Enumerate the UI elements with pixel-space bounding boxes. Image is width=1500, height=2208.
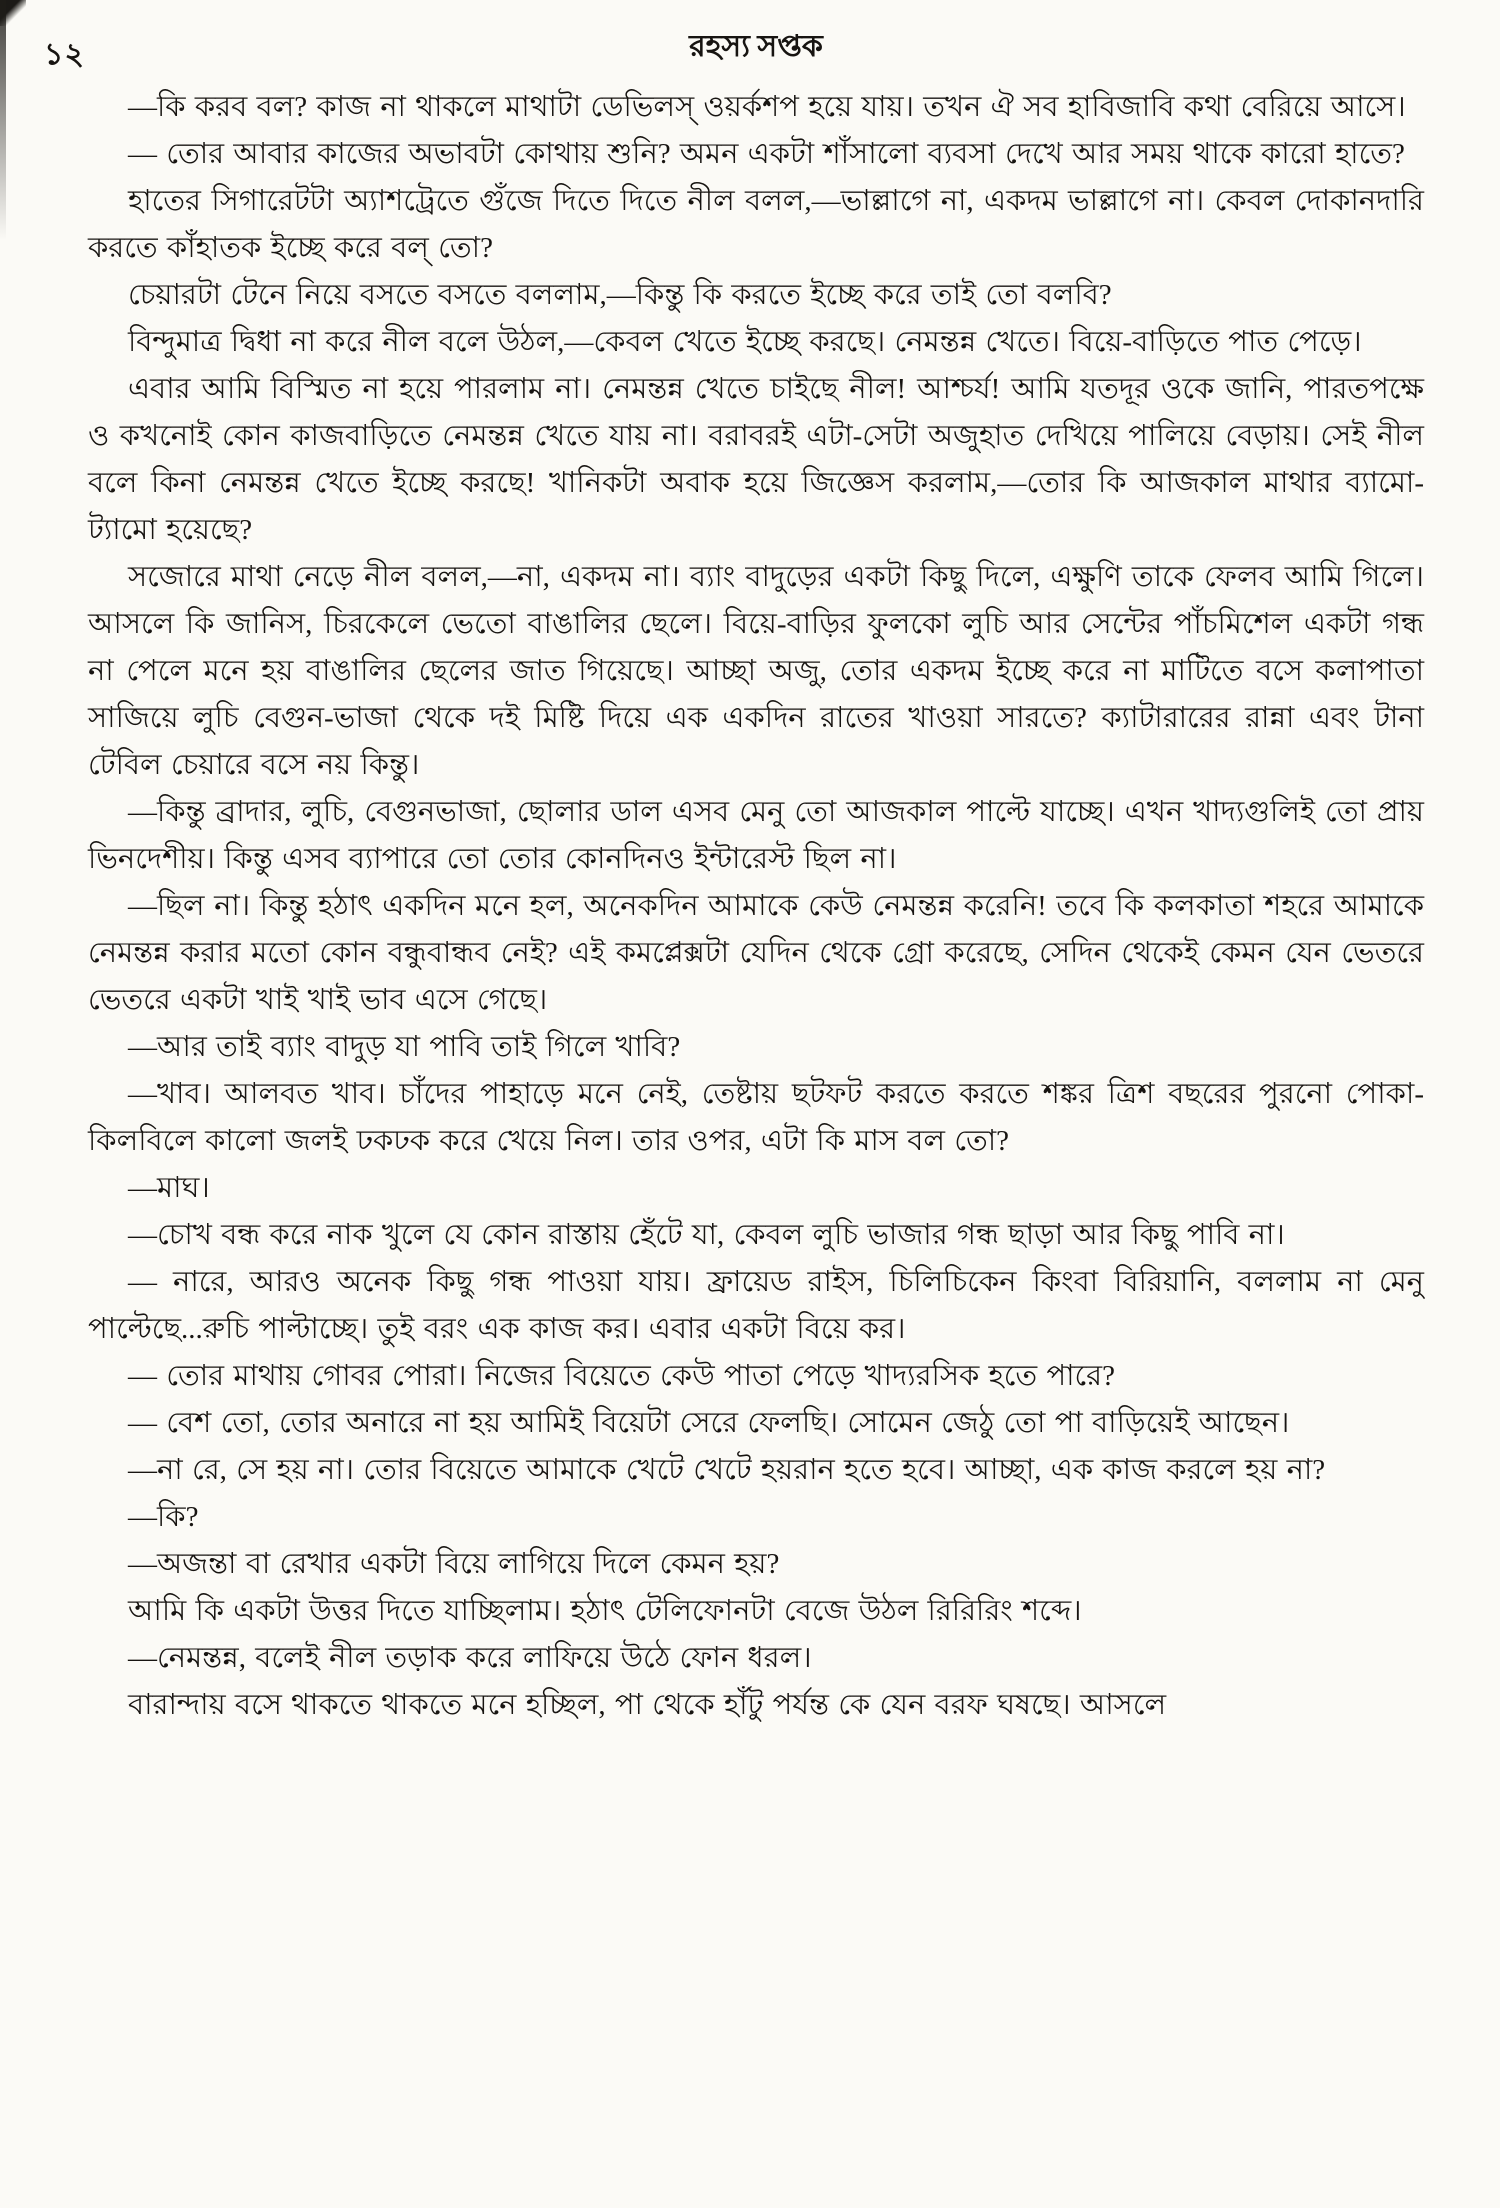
paragraph: এবার আমি বিস্মিত না হয়ে পারলাম না। নেমন্তন্ন খেতে চাইছে নীল! আশ্চর্য! আমি যতদূর ওকে জানি, পারতপক্ষে ও কখনোই কোন কাজবাড়িতে নেমন্তন্ন খেতে যায় না। বরাবরই এটা-সেটা অজুহাত দেখিয়ে পালিয়ে বেড়ায়। সেই নীল বলে কিনা নেমন্তন্ন খেতে ইচ্ছে করছে! খানিকটা অবাক হয়ে জিজ্ঞেস করলাম,—তোর কি আজকাল মাথার ব্যামো-ট্যামো হয়েছে?	[88, 373, 1424, 546]
paragraph: — বেশ তো, তোর অনারে না হয় আমিই বিয়েটা সেরে ফেলছি। সোমেন জেঠু তো পা বাড়িয়েই আছেন।	[128, 1407, 1290, 1439]
paragraph: বারান্দায় বসে থাকতে থাকতে মনে হচ্ছিল, পা থেকে হাঁটু পর্যন্ত কে যেন বরফ ঘষছে। আসলে	[128, 1689, 1167, 1721]
paragraph: — তোর মাথায় গোবর পোরা। নিজের বিয়েতে কেউ পাতা পেড়ে খাদ্যরসিক হতে পারে?	[128, 1360, 1116, 1392]
body-text	[88, 84, 1424, 1729]
paragraph: সজোরে মাথা নেড়ে নীল বলল,—না, একদম না। ব্যাং বাদুড়ের একটা কিছু দিলে, এক্ষুণি তাকে ফেলব আমি গিলে। আসলে কি জানিস, চিরকেলে ভেতো বাঙালির ছেলে। বিয়ে-বাড়ির ফুলকো লুচি আর সেন্টের পাঁচমিশেল একটা গন্ধ না পেলে মনে হয় বাঙালির ছেলের জাত গিয়েছে। আচ্ছা অজু, তোর একদম ইচ্ছে করে না মাটিতে বসে কলাপাতা সাজিয়ে লুচি বেগুন-ভাজা থেকে দই মিষ্টি দিয়ে এক একদিন রাতের খাওয়া সারতে? ক্যাটারারের রান্না এবং টানা টেবিল চেয়ারে বসে নয় কিন্তু।	[88, 561, 1424, 781]
paragraph: বিন্দুমাত্র দ্বিধা না করে নীল বলে উঠল,—কেবল খেতে ইচ্ছে করছে। নেমন্তন্ন খেতে। বিয়ে-বাড়িতে পাত পেড়ে।	[128, 326, 1362, 358]
paragraph: চেয়ারটা টেনে নিয়ে বসতে বসতে বললাম,—কিন্তু কি করতে ইচ্ছে করে তাই তো বলবি?	[128, 279, 1112, 311]
paragraph: —খাব। আলবত খাব। চাঁদের পাহাড়ে মনে নেই, তেষ্টায় ছটফট করতে করতে শঙ্কর ত্রিশ বছরের পুরনো পোকা-কিলবিলে কালো জলই ঢকঢক করে খেয়ে নিল। তার ওপর, এটা কি মাস বল তো?	[88, 1078, 1424, 1157]
page-title: রহস্য সপ্তক	[689, 30, 823, 63]
paragraph: —মাঘ।	[128, 1172, 210, 1204]
paragraph: —কি করব বল? কাজ না থাকলে মাথাটা ডেভিলস্‌ ওয়র্কশপ হয়ে যায়। তখন ঐ সব হাবিজাবি কথা বেরিয়ে আসে।	[128, 91, 1406, 123]
paragraph: — নারে, আরও অনেক কিছু গন্ধ পাওয়া যায়। ফ্রায়েড রাইস, চিলিচিকেন কিংবা বিরিয়ানি, বললাম না মেনু পাল্টেছে...রুচি পাল্টাচ্ছে। তুই বরং এক কাজ কর। এবার একটা বিয়ে কর।	[88, 1266, 1424, 1345]
paragraph: —নেমন্তন্ন, বলেই নীল তড়াক করে লাফিয়ে উঠে ফোন ধরল।	[128, 1642, 812, 1674]
paragraph: —চোখ বন্ধ করে নাক খুলে যে কোন রাস্তায় হেঁটে যা, কেবল লুচি ভাজার গন্ধ ছাড়া আর কিছু পাবি না।	[128, 1219, 1285, 1251]
paragraph: আমি কি একটা উত্তর দিতে যাচ্ছিলাম। হঠাৎ টেলিফোনটা বেজে উঠল রিরিরিং শব্দে।	[128, 1595, 1082, 1627]
scan-artifact-edge	[0, 0, 6, 240]
paragraph: —আর তাই ব্যাং বাদুড় যা পাবি তাই গিলে খাবি?	[128, 1031, 681, 1063]
page-number: ১২	[44, 38, 85, 71]
paragraph: —না রে, সে হয় না। তোর বিয়েতে আমাকে খেটে খেটে হয়রান হতে হবে। আচ্ছা, এক কাজ করলে হয় না?	[128, 1454, 1326, 1486]
paragraph: —কিন্তু ব্রাদার, লুচি, বেগুনভাজা, ছোলার ডাল এসব মেনু তো আজকাল পাল্টে যাচ্ছে। এখন খাদ্যগুলিই তো প্রায় ভিনদেশীয়। কিন্তু এসব ব্যাপারে তো তোর কোনদিনও ইন্টারেস্ট ছিল না।	[88, 796, 1424, 875]
paragraph: —অজন্তা বা রেখার একটা বিয়ে লাগিয়ে দিলে কেমন হয়?	[128, 1548, 780, 1580]
page-header	[44, 16, 1424, 74]
paragraph: — তোর আবার কাজের অভাবটা কোথায় শুনি? অমন একটা শাঁসালো ব্যবসা দেখে আর সময় থাকে কারো হাতে?	[128, 138, 1405, 170]
paragraph: —ছিল না। কিন্তু হঠাৎ একদিন মনে হল, অনেকদিন আমাকে কেউ নেমন্তন্ন করেনি! তবে কি কলকাতা শহরে আমাকে নেমন্তন্ন করার মতো কোন বন্ধুবান্ধব নেই? এই কমপ্লেক্সটা যেদিন থেকে গ্রো করেছে, সেদিন থেকেই কেমন যেন ভেতরে ভেতরে একটা খাই খাই ভাব এসে গেছে।	[88, 890, 1424, 1016]
paragraph: —কি?	[128, 1501, 199, 1533]
paragraph: হাতের সিগারেটটা অ্যাশট্রেতে গুঁজে দিতে দিতে নীল বলল,—ভাল্লাগে না, একদম ভাল্লাগে না। কেবল দোকানদারি করতে কাঁহাতক ইচ্ছে করে বল্‌ তো?	[88, 185, 1424, 264]
